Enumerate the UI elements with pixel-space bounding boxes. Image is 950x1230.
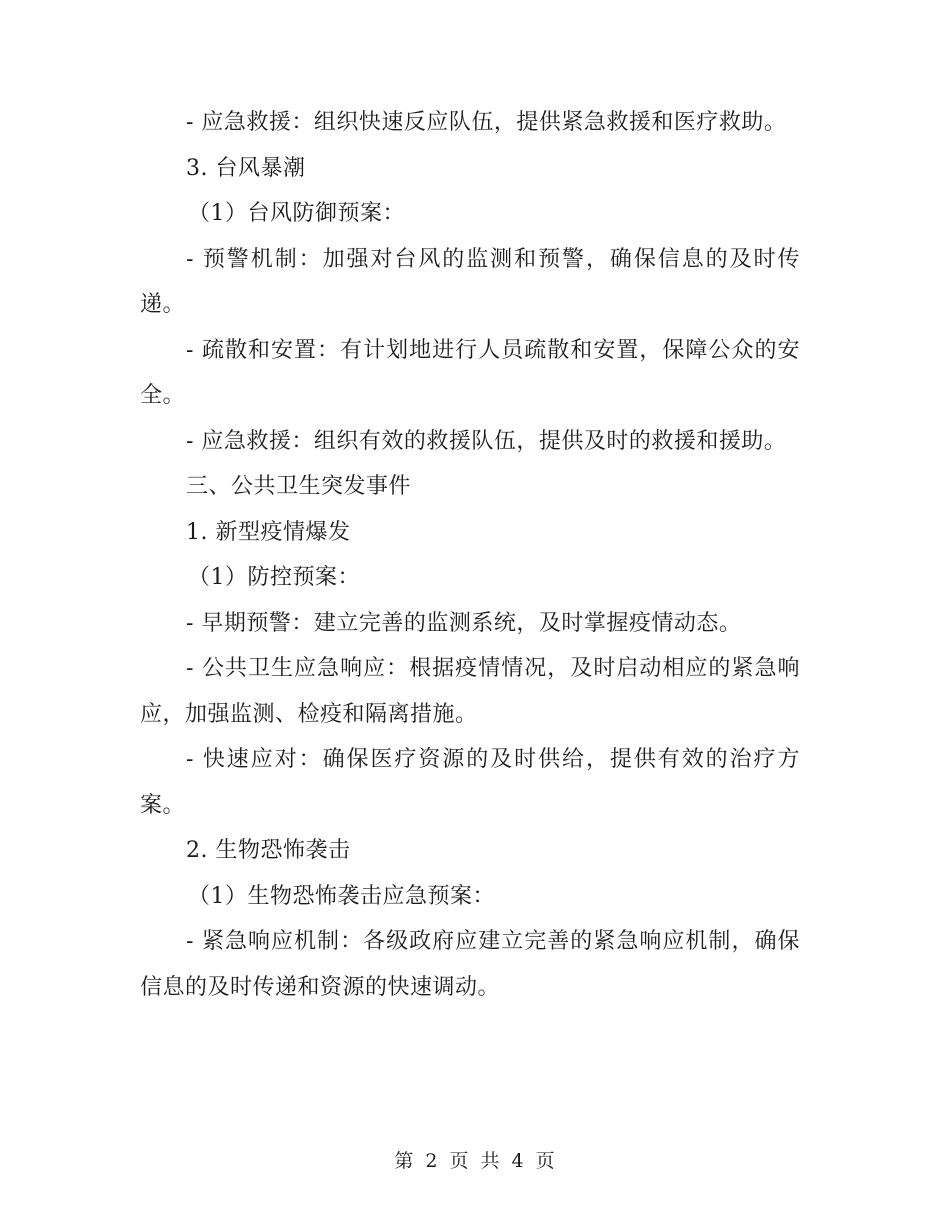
paragraph-14: （1）生物恐怖袭击应急预案： bbox=[188, 883, 495, 909]
paragraph-12: - 快速应对：确保医疗资源的及时供给，提供有效的治疗方案。 bbox=[140, 747, 800, 818]
paragraph-7: 三、公共卫生突发事件 bbox=[186, 474, 412, 499]
paragraph-4: - 预警机制：加强对台风的监测和预警，确保信息的及时传递。 bbox=[140, 246, 800, 317]
paragraph-8: 1. 新型疫情爆发 bbox=[186, 519, 351, 545]
paragraph-1: - 应急救援：组织快速反应队伍，提供紧急救援和医疗救助。 bbox=[186, 110, 787, 135]
paragraph-5: - 疏散和安置：有计划地进行人员疏散和安置，保障公众的安全。 bbox=[140, 337, 800, 408]
paragraph-3: （1）台风防御预案： bbox=[188, 201, 405, 226]
paragraph-11: - 公共卫生应急响应：根据疫情情况，及时启动相应的紧急响应，加强监测、检疫和隔离措施。 bbox=[140, 656, 800, 727]
paragraph-13: 2. 生物恐怖袭击 bbox=[186, 838, 351, 863]
page-footer: 第 2 页 共 4 页 bbox=[394, 1150, 556, 1172]
paragraph-9: （1）防控预案： bbox=[188, 565, 360, 590]
document-body bbox=[140, 100, 800, 1010]
paragraph-10: - 早期预警：建立完善的监测系统，及时掌握疫情动态。 bbox=[186, 610, 742, 636]
paragraph-15: - 紧急响应机制：各级政府应建立完善的紧急响应机制，确保信息的及时传递和资源的快速调动。 bbox=[140, 929, 800, 1000]
paragraph-6: - 应急救援：组织有效的救援队伍，提供及时的救援和援助。 bbox=[186, 428, 787, 454]
paragraph-2: 3. 台风暴潮 bbox=[186, 155, 306, 181]
